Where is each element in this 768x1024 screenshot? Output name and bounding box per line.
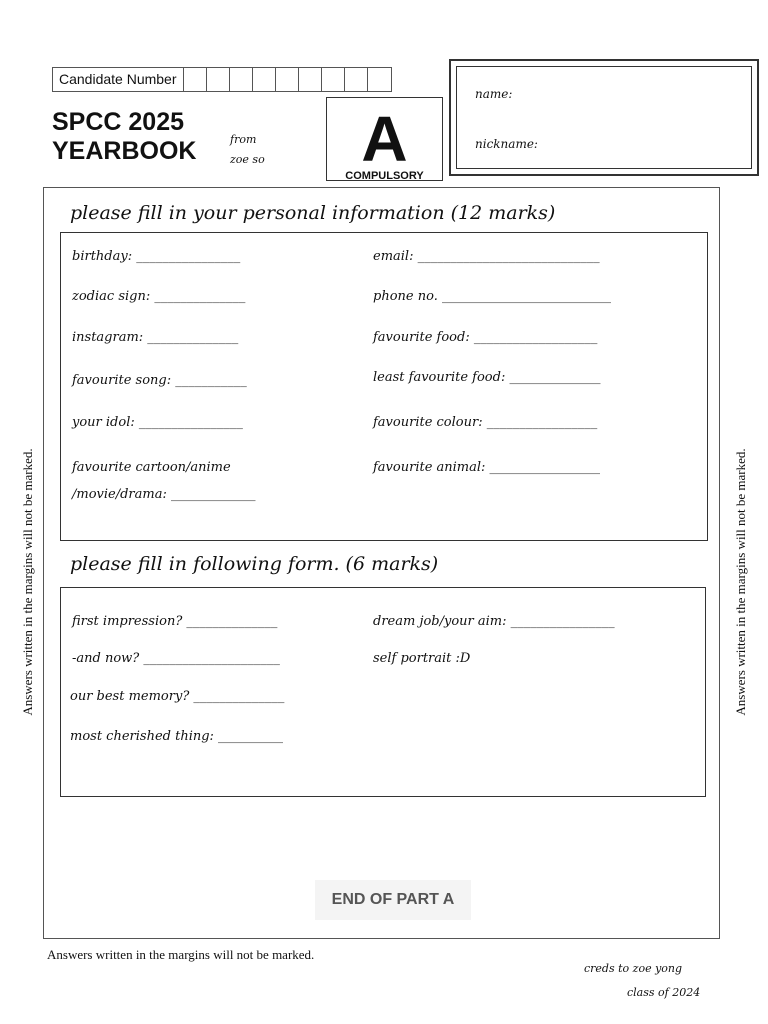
candidate-digit-box[interactable] [253,68,276,91]
from-author: zoe so [230,153,265,166]
favourite-cartoon-label: favourite cartoon/anime [72,460,231,475]
right-margin-note: Answers written in the margins will not be marked. [733,448,748,716]
favourite-food-field[interactable]: favourite food: ___________________ [373,330,598,345]
instagram-field[interactable]: instagram: ______________ [72,330,239,345]
idol-field[interactable]: your idol: ________________ [72,415,243,430]
paper-letter: A [361,103,408,175]
candidate-number-label: Candidate Number [53,68,184,91]
from-note [230,130,265,170]
identity-box [449,59,759,176]
left-margin-note: Answers written in the margins will not be marked. [20,448,35,716]
section-1-heading: please fill in your personal information (12 marks) [70,202,556,224]
and-now-field[interactable]: -and now? _____________________ [72,651,280,666]
favourite-animal-field[interactable]: favourite animal: _________________ [373,460,601,475]
candidate-digit-box[interactable] [368,68,391,91]
first-impression-field[interactable]: first impression? ______________ [72,614,278,629]
end-of-part-label: END OF PART A [315,880,471,920]
favourite-colour-field[interactable]: favourite colour: _________________ [373,415,598,430]
page-title [52,108,196,166]
best-memory-field[interactable]: our best memory? ______________ [70,689,285,704]
candidate-digit-box[interactable] [345,68,368,91]
name-field[interactable]: name: [475,87,513,101]
candidate-number-field[interactable] [52,67,392,92]
email-field[interactable]: email: ____________________________ [373,249,600,264]
candidate-digit-box[interactable] [322,68,345,91]
nickname-field[interactable]: nickname: [475,137,538,151]
section-2-heading: please fill in following form. (6 marks) [70,553,439,575]
phone-field[interactable]: phone no. __________________________ [373,289,611,304]
favourite-song-field[interactable]: favourite song: ___________ [72,373,247,388]
least-favourite-food-field[interactable]: least favourite food: ______________ [373,370,601,385]
title-line-2: YEARBOOK [52,137,197,165]
title-line-1: SPCC 2025 [52,108,185,136]
from-label: from [230,133,257,146]
zodiac-field[interactable]: zodiac sign: ______________ [72,289,246,304]
candidate-digit-box[interactable] [207,68,230,91]
self-portrait-label: self portrait :D [373,651,471,666]
credits-line-2: class of 2024 [627,986,701,999]
candidate-digit-box[interactable] [299,68,322,91]
paper-code-label: COMPULSORY [345,170,424,182]
paper-code-box [326,97,443,181]
candidate-digit-box[interactable] [276,68,299,91]
birthday-field[interactable]: birthday: ________________ [72,249,241,264]
candidate-digit-box[interactable] [184,68,207,91]
candidate-digit-box[interactable] [230,68,253,91]
credits-line-1: creds to zoe yong [584,962,683,975]
dream-job-field[interactable]: dream job/your aim: ________________ [373,614,615,629]
bottom-margin-note: Answers written in the margins will not be marked. [47,947,315,962]
favourite-cartoon-field[interactable]: /movie/drama: _____________ [72,487,256,502]
cherished-thing-field[interactable]: most cherished thing: __________ [70,729,284,744]
